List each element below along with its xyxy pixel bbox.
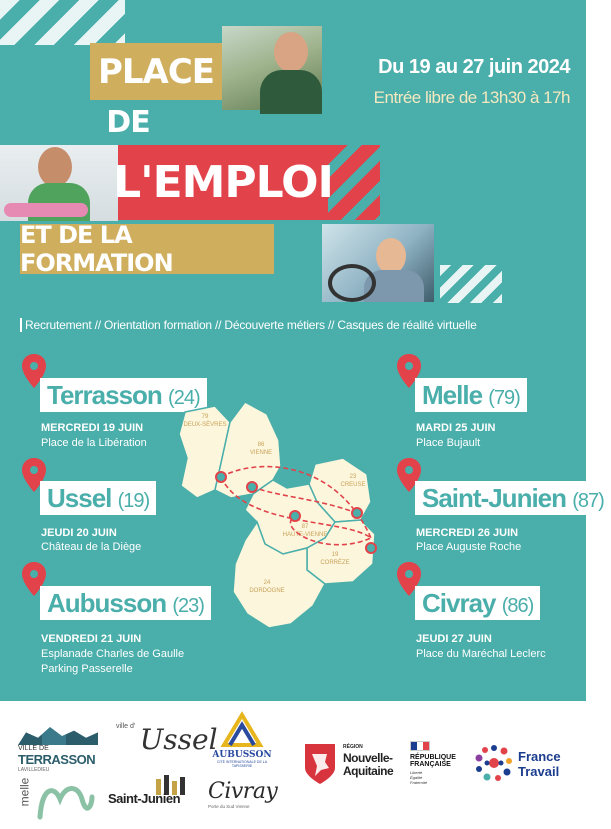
title-formation xyxy=(20,221,274,277)
map-dept-19-num: 19 xyxy=(331,552,339,558)
date-range: Du 19 au 27 juin 2024 xyxy=(378,56,570,78)
event-place: Place du Maréchal Leclerc xyxy=(416,648,546,660)
logo-terrasson-sub: LAVILLEDIEU xyxy=(18,767,50,773)
dept-number: (87) xyxy=(572,490,604,512)
city-name: Civray xyxy=(422,588,496,618)
dept-number: (19) xyxy=(117,490,150,512)
top-left-stripes xyxy=(0,0,125,45)
map-dept-87-name: HAUTE-VIENNE xyxy=(282,532,328,538)
event-date: JEUDI 20 JUIN xyxy=(41,527,117,539)
event-place: Parking Passerelle xyxy=(41,663,133,675)
map-stop-saint-junien xyxy=(290,511,300,521)
event-date: MARDI 25 JUIN xyxy=(416,422,496,434)
footer-logos xyxy=(0,701,586,829)
tagline: Recrutement // Orientation formation // Découverte métiers // Casques de réalité virtuelle xyxy=(20,318,585,332)
map-dept-24-name: DORDOGNE xyxy=(249,588,285,594)
red-stripes xyxy=(328,145,380,220)
map-dept-86-num: 86 xyxy=(257,442,265,448)
city-ussel xyxy=(40,481,156,515)
city-civray xyxy=(415,586,540,620)
dept-number: (86) xyxy=(501,595,534,617)
map-dept-24-num: 24 xyxy=(263,580,271,586)
logo-rf-line1: RÉPUBLIQUE xyxy=(410,754,456,761)
logo-ussel xyxy=(116,723,218,756)
entry-hours: Entrée libre de 13h30 à 17h xyxy=(373,88,570,107)
map-dept-19-name: CORRÈZE xyxy=(320,560,350,566)
logo-civray-text: Civray xyxy=(208,779,278,804)
right-stripes xyxy=(440,265,502,303)
city-name: Saint-Junien xyxy=(422,483,567,513)
event-place: Place Auguste Roche xyxy=(416,541,522,553)
photo-farmer xyxy=(222,26,322,110)
logo-ussel-text: Ussel xyxy=(139,723,218,756)
logo-region-line1: Nouvelle- xyxy=(343,751,393,765)
dept-number: (24) xyxy=(168,387,200,409)
logo-aubusson-sub: CITÉ INTERNATIONALE DE LA TAPISSERIE xyxy=(216,760,268,768)
logo-aubusson xyxy=(208,715,276,768)
logo-rf-motto3: Fraternité xyxy=(410,780,428,785)
logo-melle-text: melle xyxy=(17,777,32,807)
title-line2: DE xyxy=(106,104,150,140)
map-dept-23-name: CREUSE xyxy=(340,482,366,488)
map-stop-melle xyxy=(216,472,226,482)
lion-shield-icon xyxy=(303,742,337,784)
photo-driver xyxy=(322,224,434,302)
dept-number: (23) xyxy=(172,595,204,617)
france-travail-dots-icon xyxy=(474,743,514,783)
logo-ft-line2: Travail xyxy=(518,764,560,779)
melle-m-icon xyxy=(36,777,94,819)
logo-aubusson-text: AUBUSSON xyxy=(212,750,272,760)
map-stop-aubusson xyxy=(352,508,362,518)
logo-ussel-pre: ville d' xyxy=(116,723,136,730)
title-emploi xyxy=(113,145,333,220)
event-place: Château de la Diège xyxy=(41,541,142,553)
event-date: VENDREDI 21 JUIN xyxy=(41,633,142,645)
map-stop-ussel xyxy=(366,543,376,553)
event-place: Place de la Libération xyxy=(41,437,147,449)
castle-icon xyxy=(18,727,98,745)
title-de xyxy=(106,100,150,144)
logo-terrasson-text: TERRASSON xyxy=(18,752,96,767)
logo-region-line2: Aquitaine xyxy=(343,764,394,778)
logo-rf-motto2: Égalité xyxy=(410,775,423,780)
logo-civray xyxy=(208,779,288,809)
city-name: Melle xyxy=(422,380,483,410)
event-place: Esplanade Charles de Gaulle xyxy=(41,648,185,660)
logo-region-small: RÉGION xyxy=(343,744,363,750)
title-line4: ET DE LA FORMATION xyxy=(20,221,173,277)
map-dept-87-num: 87 xyxy=(301,524,309,530)
map-dept-79-num: 79 xyxy=(201,414,209,420)
city-melle xyxy=(415,378,527,412)
map-dept-86-name: VIENNE xyxy=(249,450,273,456)
logo-rf-line2: FRANÇAISE xyxy=(410,761,451,768)
map-dept-23-num: 23 xyxy=(349,474,357,480)
event-date: MERCREDI 19 JUIN xyxy=(41,422,144,434)
aubusson-a-icon xyxy=(220,715,264,745)
city-name: Aubusson xyxy=(47,588,167,618)
logo-civray-sub: Porte du Sud Vienne xyxy=(208,804,250,809)
title-line1: PLACE xyxy=(97,51,215,92)
city-name: Terrasson xyxy=(47,380,162,410)
logo-ft-line1: France xyxy=(518,749,561,764)
logo-saint-junien-text: Saint-Junien xyxy=(108,791,181,806)
flag-icon xyxy=(410,741,430,751)
event-place: Place Bujault xyxy=(416,437,481,449)
event-date: MERCREDI 26 JUIN xyxy=(416,527,519,539)
dept-number: (79) xyxy=(488,387,520,409)
event-date: JEUDI 27 JUIN xyxy=(416,633,492,645)
region-map xyxy=(175,398,385,630)
city-saint-junien xyxy=(415,481,611,515)
title-place xyxy=(90,43,222,100)
map-dept-79-name: DEUX-SÈVRES xyxy=(183,422,227,428)
logo-terrasson-top: VILLE DE xyxy=(18,745,49,752)
title-line3: L'EMPLOI xyxy=(113,157,333,208)
city-name: Ussel xyxy=(47,483,112,513)
logo-terrasson xyxy=(18,727,98,773)
logo-republique-francaise xyxy=(410,741,468,785)
logo-rf-motto1: Liberté xyxy=(410,770,423,775)
photo-student xyxy=(0,145,118,221)
map-stop-civray xyxy=(247,482,257,492)
